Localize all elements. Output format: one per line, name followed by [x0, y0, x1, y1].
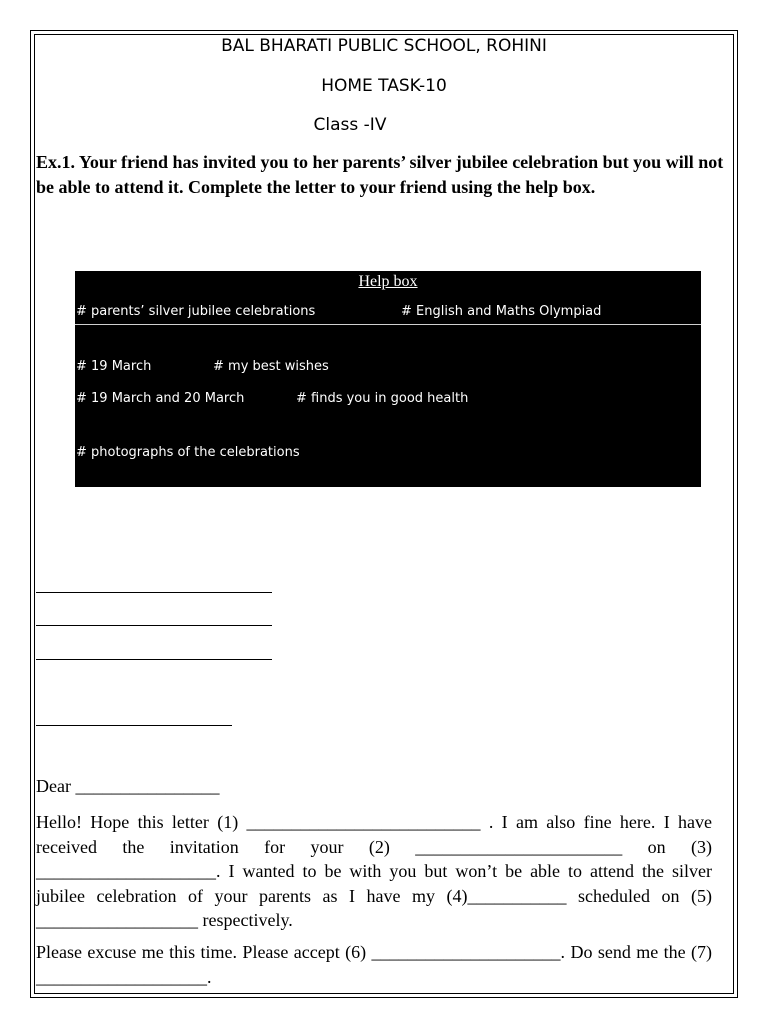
help-item: # photographs of the celebrations	[76, 445, 300, 460]
help-box-title: Help box	[358, 273, 418, 290]
school-name: BAL BHARATI PUBLIC SCHOOL, ROHINI	[221, 36, 547, 56]
class-label: Class -IV	[313, 115, 387, 135]
address-blank-line	[36, 592, 272, 593]
help-item: # English and Maths Olympiad	[401, 304, 602, 319]
help-box	[75, 271, 701, 487]
help-item: # parents’ silver jubilee celebrations	[76, 304, 316, 319]
help-item: # 19 March	[76, 359, 152, 374]
address-blank-line	[36, 625, 272, 626]
date-blank-line	[36, 725, 232, 726]
letter-paragraph-1: Hello! Hope this letter (1) __________________________ . I am also fine here. I have received the invitation for your (2) _______________________ on (3) ____________________. I wanted to be with you but won’t be able to attend the silver jubilee celebration of your parents as I have my (4)___________ scheduled on (5) __________________ respectively.	[36, 812, 712, 930]
help-item: # 19 March and 20 March	[76, 391, 245, 406]
exercise-instruction: Ex.1. Your friend has invited you to her parents’ silver jubilee celebration but you will not be able to attend it. Complete the letter to your friend using the help box.	[36, 152, 724, 197]
address-blank-line	[36, 659, 272, 660]
help-item: # finds you in good health	[296, 391, 469, 406]
salutation: Dear ________________	[36, 776, 220, 796]
task-title: HOME TASK-10	[321, 76, 447, 96]
letter-paragraph-2: Please excuse me this time. Please accept (6) _____________________. Do send me the (7) ___________________.	[36, 942, 712, 987]
help-box-divider	[75, 324, 701, 325]
help-item: # my best wishes	[213, 359, 329, 374]
